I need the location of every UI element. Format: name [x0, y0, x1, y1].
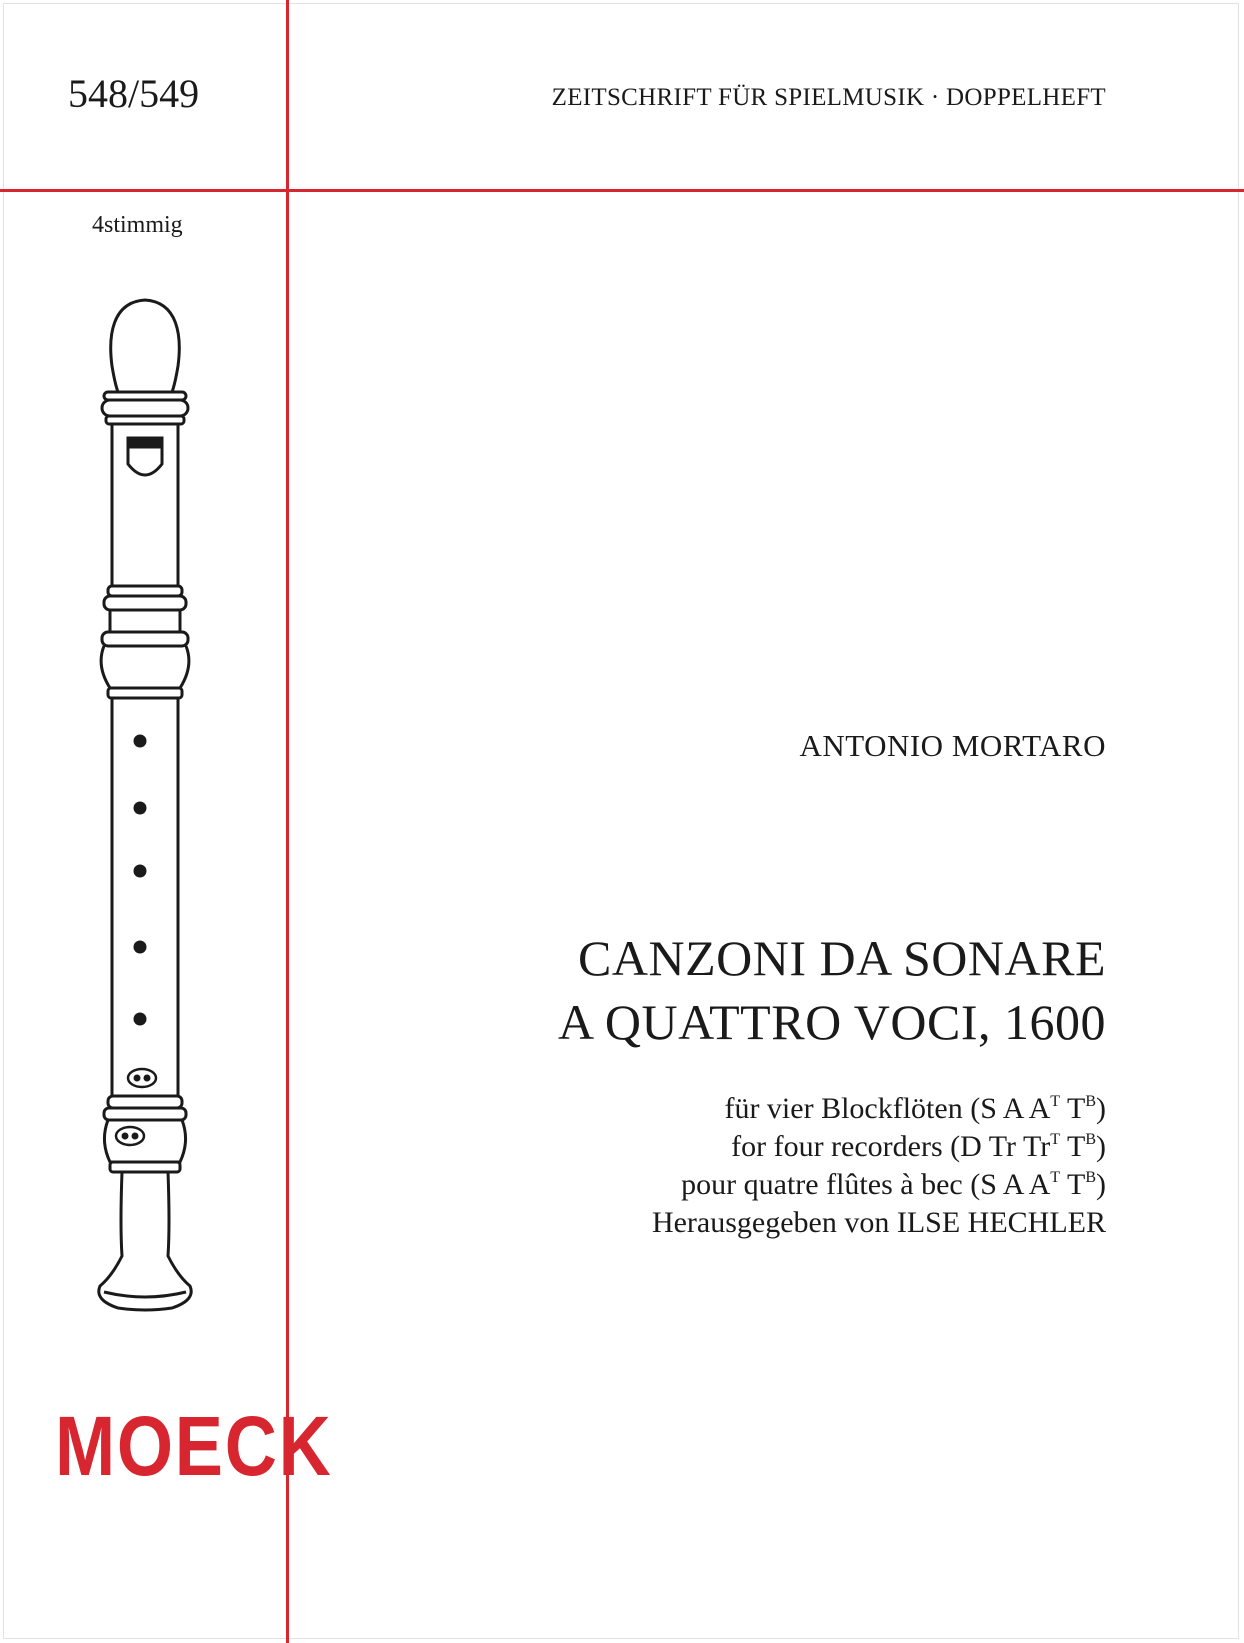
instrumentation-french: pour quatre flûtes à bec (S A $A^T$ $T^B$): [681, 1168, 1106, 1201]
recorder-icon: [90, 296, 200, 1376]
editor-credit: Herausgegeben von ILSE HECHLER: [651, 1206, 1106, 1239]
instrumentation-german: für vier Blockflöten (S A $A^T$ $T^B$): [724, 1092, 1106, 1125]
title-line-1: CANZONI DA SONARE: [578, 930, 1106, 986]
red-vertical-rule: [286, 0, 289, 1643]
instrumentation-block: [652, 1090, 1106, 1242]
title-line-2: A QUATTRO VOCI, 1600: [558, 994, 1106, 1050]
red-horizontal-rule: [0, 189, 1244, 192]
issue-number: 548/549: [68, 71, 200, 116]
series-title: ZEITSCHRIFT FÜR SPIELMUSIK · DOPPELHEFT: [551, 84, 1106, 111]
work-title: [558, 926, 1106, 1054]
voices-label: 4stimmig: [92, 212, 183, 238]
publisher-logo: MOECK: [55, 1399, 333, 1493]
instrumentation-english: for four recorders (D Tr $Tr^T$ $T^B$): [731, 1130, 1106, 1163]
composer-name: ANTONIO MORTARO: [799, 728, 1106, 763]
